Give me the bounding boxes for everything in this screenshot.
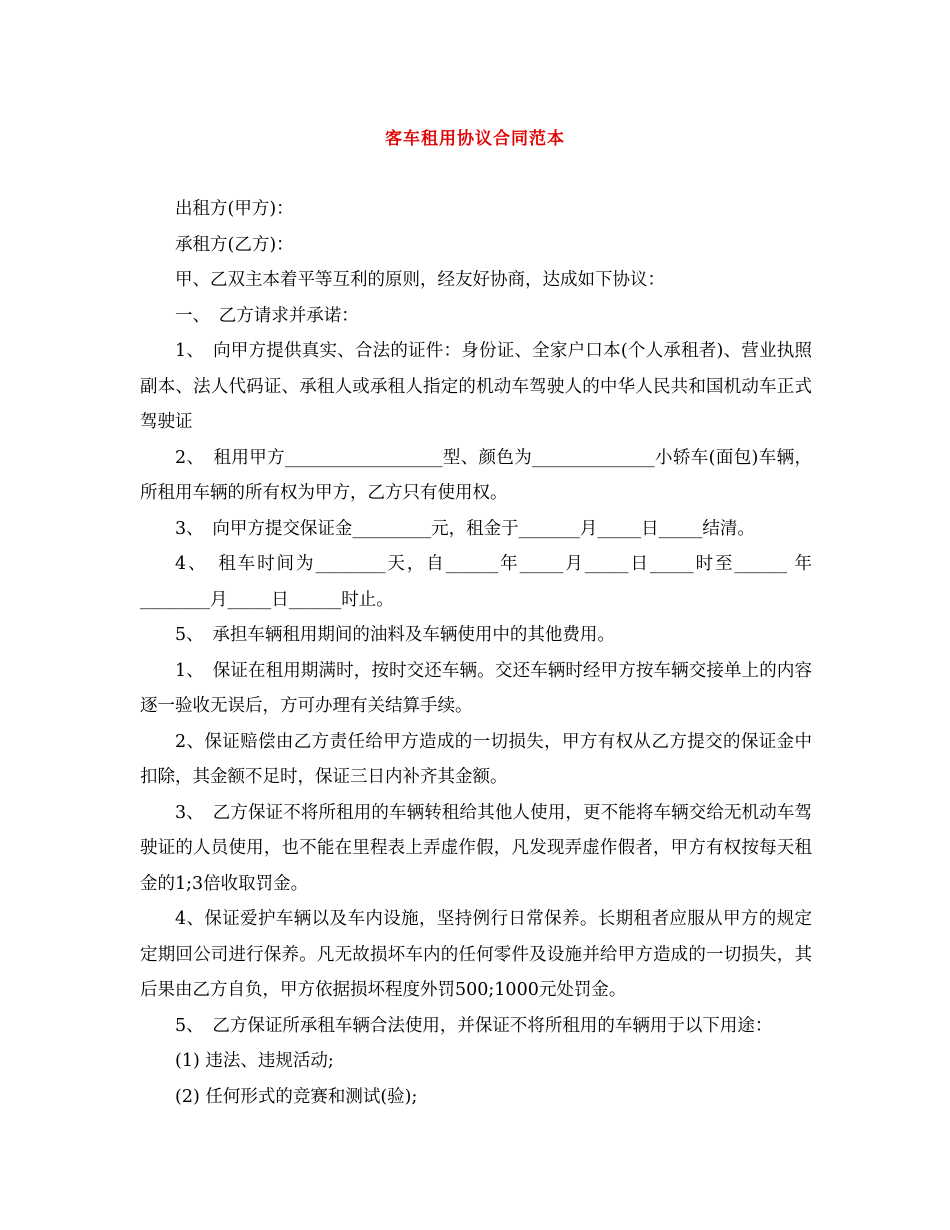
- document-body: [140, 192, 812, 1115]
- document-title: 客车租用协议合同范本: [385, 129, 565, 149]
- party-a-line: 出租方(甲方)：: [175, 199, 294, 219]
- clause-paragraph: 3、 向甲方提交保证金_________元，租金于_______月_____日_____结清。: [175, 518, 755, 539]
- clause-paragraph: 2、保证赔偿由乙方责任给甲方造成的一切损失，甲方有权从乙方提交的保证金中扣除，其金额不足时，保证三日内补齐其金额。: [140, 731, 812, 787]
- clause-paragraph: 4、 租车时间为________天，自______年_____月_____日_____时至______ 年________月_____日______时止。: [140, 554, 812, 610]
- section-heading: 一、 乙方请求并承诺：: [175, 305, 359, 326]
- party-b-line: 承租方(乙方)：: [175, 234, 294, 255]
- clause-paragraph: 1、 向甲方提供真实、合法的证件：身份证、全家户口本(个人承租者)、营业执照副本、法人代码证、承租人或承租人指定的机动车驾驶人的中华人民共和国机动车正式驾驶证: [140, 341, 812, 432]
- clause-paragraph: 5、 乙方保证所承租车辆合法使用，并保证不将所租用的车辆用于以下用途：: [175, 1015, 773, 1036]
- clause-paragraph: 4、保证爱护车辆以及车内设施，坚持例行日常保养。长期租者应服从甲方的规定定期回公司进行保养。凡无故损坏车内的任何零件及设施并给甲方造成的一切损失，其后果由乙方自负，甲方依据损坏程度外罚500;1000元处罚金。: [140, 909, 812, 1000]
- clause-paragraph: 5、 承担车辆租用期间的油料及车辆使用中的其他费用。: [175, 625, 615, 645]
- list-item: (1) 违法、违规活动;: [175, 1051, 334, 1071]
- list-item: (2) 任何形式的竞赛和测试(验);: [175, 1086, 418, 1107]
- clause-paragraph: 3、 乙方保证不将所租用的车辆转租给其他人使用，更不能将车辆交给无机动车驾驶证的人员使用，也不能在里程表上弄虚作假，凡发现弄虚作假者，甲方有权按每天租金的1;3倍收取罚金。: [140, 802, 812, 894]
- clause-paragraph: 2、 租用甲方__________________型、颜色为______________小轿车(面包)车辆，所租用车辆的所有权为甲方，乙方只有使用权。: [140, 447, 812, 503]
- preamble-paragraph: 甲、乙双主本着平等互利的原则，经友好协商，达成如下协议：: [175, 270, 665, 290]
- clause-paragraph: 1、 保证在租用期满时，按时交还车辆。交还车辆时经甲方按车辆交接单上的内容逐一验收无误后，方可办理有关结算手续。: [140, 660, 812, 716]
